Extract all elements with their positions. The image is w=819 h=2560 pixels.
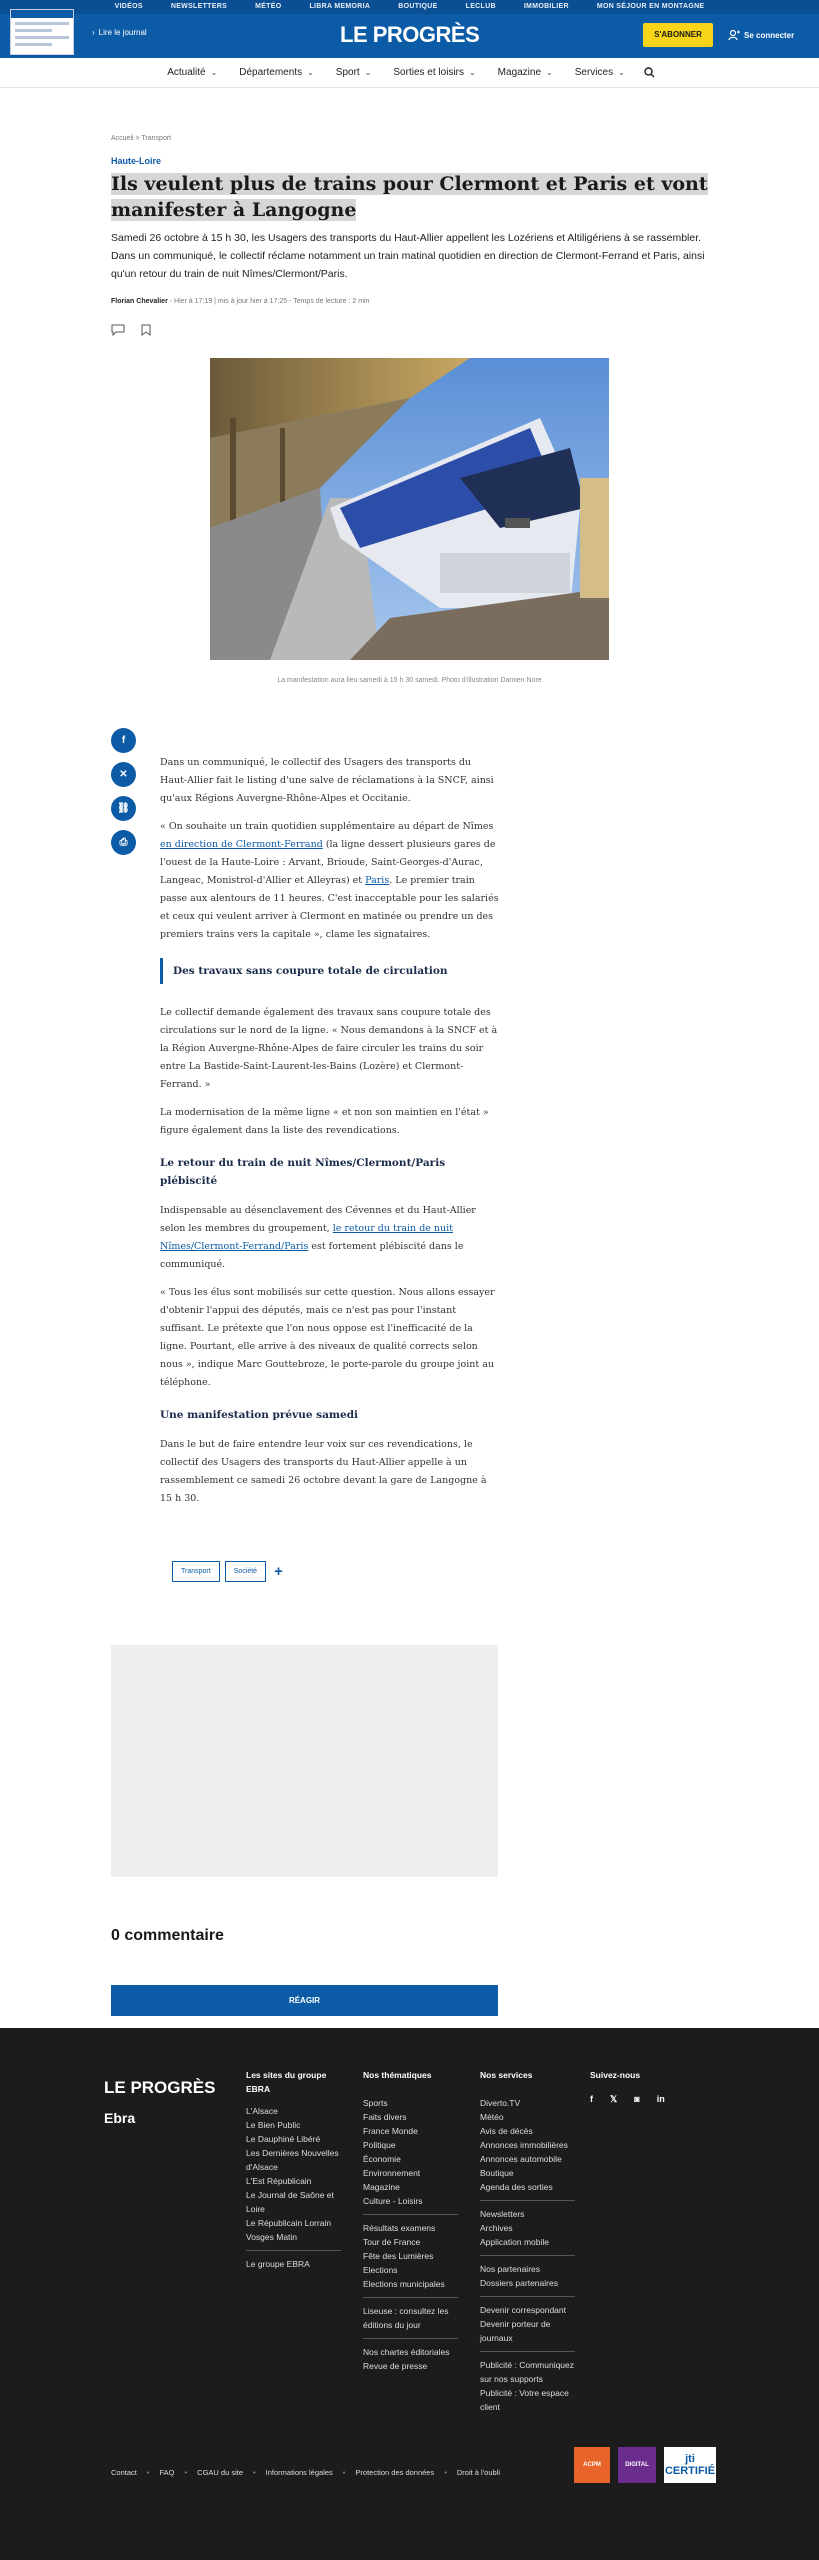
print-button[interactable] bbox=[111, 830, 136, 855]
footer-link[interactable]: Agenda des sorties bbox=[480, 2182, 553, 2192]
search-button[interactable] bbox=[636, 67, 663, 78]
chevron-down-icon: ⌄ bbox=[364, 68, 372, 77]
footer-logo[interactable]: LE PROGRÈS bbox=[104, 2078, 216, 2097]
footer-link[interactable]: Fête des Lumières bbox=[363, 2251, 434, 2261]
inline-link[interactable]: en direction de Clermont-Ferrand bbox=[160, 839, 323, 850]
footer-link-legal[interactable]: Informations légales bbox=[265, 2468, 333, 2477]
footer-link[interactable]: Annonces immobilières bbox=[480, 2140, 568, 2150]
footer-link[interactable]: Publicité : Communiquez sur nos supports bbox=[480, 2360, 575, 2384]
top-link-montagne[interactable]: MON SÉJOUR EN MONTAGNE bbox=[596, 3, 705, 10]
social-links bbox=[590, 2094, 665, 2105]
user-icon bbox=[728, 29, 740, 41]
chevron-down-icon: ⌄ bbox=[210, 68, 218, 77]
footer-link[interactable]: France Monde bbox=[363, 2126, 418, 2136]
footer-heading: Suivez-nous bbox=[590, 2070, 641, 2080]
tag-transport[interactable]: Transport bbox=[172, 1561, 220, 1582]
footer-link[interactable]: Diverto.TV bbox=[480, 2098, 521, 2108]
footer-link-cgau[interactable]: CGAU du site bbox=[197, 2468, 244, 2477]
inline-link[interactable]: Paris bbox=[365, 875, 390, 886]
article-photo[interactable] bbox=[210, 358, 609, 660]
nav-label: Départements bbox=[239, 67, 303, 78]
tag-societe[interactable]: Société bbox=[225, 1561, 266, 1582]
copy-link-button[interactable] bbox=[111, 796, 136, 821]
footer-link[interactable]: Nos partenaires bbox=[480, 2264, 541, 2274]
top-links-bar bbox=[0, 0, 819, 14]
journal-thumbnail[interactable] bbox=[10, 9, 74, 55]
nav-item-sport[interactable] bbox=[325, 67, 383, 78]
footer-link[interactable]: Boutique bbox=[480, 2168, 514, 2178]
footer-col-themes bbox=[363, 2068, 458, 2373]
main-nav bbox=[0, 58, 819, 88]
ebra-logo[interactable]: Ebra bbox=[104, 2110, 136, 2126]
nav-item-services[interactable] bbox=[564, 67, 636, 78]
photo-caption: La manifestation aura lieu samedi à 15 h 30 samedi. Photo d'illustration Damien Nore bbox=[277, 677, 542, 684]
footer-link[interactable]: Revue de presse bbox=[363, 2361, 428, 2371]
chevron-down-icon: ⌄ bbox=[546, 68, 553, 77]
article-byline bbox=[111, 298, 369, 305]
arrow-right-icon: › bbox=[92, 28, 95, 37]
instagram-icon[interactable]: ◙ bbox=[634, 2094, 640, 2104]
footer-link[interactable]: Sports bbox=[363, 2098, 388, 2108]
footer-link[interactable]: Dossiers partenaires bbox=[480, 2278, 558, 2288]
text: est fortement plébiscité dans le communiqué. bbox=[160, 1241, 464, 1270]
footer-col-follow bbox=[590, 2068, 640, 2090]
footer-link[interactable]: Magazine bbox=[363, 2182, 400, 2192]
footer-link[interactable]: Les Dernières Nouvelles d'Alsace bbox=[246, 2148, 339, 2172]
search-icon bbox=[644, 67, 655, 78]
footer-link[interactable]: Liseuse : consultez les éditions du jour bbox=[363, 2306, 449, 2330]
read-journal-label: Lire le journal bbox=[98, 28, 147, 37]
section-heading: Le retour du train de nuit Nîmes/Clermont/Paris plébiscité bbox=[160, 1157, 446, 1187]
footer-link[interactable]: Faits divers bbox=[363, 2112, 407, 2122]
footer-link[interactable]: Le Dauphiné Libéré bbox=[246, 2134, 321, 2144]
footer-link[interactable]: Le groupe EBRA bbox=[246, 2259, 310, 2269]
footer-link[interactable]: Vosges Matin bbox=[246, 2232, 298, 2242]
footer-link[interactable]: Avis de décès bbox=[480, 2126, 533, 2136]
top-link-leclub[interactable]: LECLUB bbox=[465, 3, 496, 10]
footer-link[interactable]: L'Est Républicain bbox=[246, 2176, 312, 2186]
login-label: Se connecter bbox=[744, 30, 795, 40]
footer-link[interactable]: Nos chartes éditoriales bbox=[363, 2347, 450, 2357]
top-header bbox=[0, 0, 819, 58]
certification-badges bbox=[574, 2447, 716, 2483]
comments-count: 0 commentaire bbox=[111, 1927, 224, 1944]
footer-link[interactable]: Devenir porteur de journaux bbox=[480, 2319, 551, 2343]
footer-link[interactable]: Publicité : Votre espace client bbox=[480, 2388, 569, 2412]
footer-link[interactable]: Devenir correspondant bbox=[480, 2305, 566, 2315]
top-link-immobilier[interactable]: IMMOBILIER bbox=[523, 3, 569, 10]
footer-link[interactable]: Économie bbox=[363, 2154, 401, 2164]
footer-link[interactable]: Le Républicain Lorrain bbox=[246, 2218, 332, 2228]
nav-label: Magazine bbox=[497, 67, 542, 78]
text: Indispensable au désenclavement des Cévennes et du Haut-Allier selon les membres du groupement, bbox=[160, 1205, 476, 1234]
footer bbox=[0, 2028, 819, 2560]
nav-item-sorties[interactable] bbox=[382, 67, 486, 78]
footer-link[interactable]: Tour de France bbox=[363, 2237, 421, 2247]
x-icon: ✕ bbox=[119, 769, 128, 780]
digital-badge: DIGITAL bbox=[618, 2447, 656, 2483]
footer-col-sites bbox=[246, 2068, 341, 2271]
top-link-libra[interactable]: LIBRA MEMORIA bbox=[309, 3, 371, 10]
subheading: Des travaux sans coupure totale de circulation bbox=[160, 958, 500, 984]
chevron-down-icon: ⌄ bbox=[468, 68, 476, 77]
author-name[interactable]: Florian Chevalier bbox=[111, 298, 168, 305]
footer-link-privacy[interactable]: Protection des données bbox=[355, 2468, 435, 2477]
footer-link-contact[interactable]: Contact bbox=[111, 2468, 137, 2477]
footer-link[interactable]: Politique bbox=[363, 2140, 396, 2150]
bookmark-icon[interactable] bbox=[141, 324, 151, 336]
paragraph: Le collectif demande également des travaux sans coupure totale des circulations sur le nord de la ligne. « Nous demandons à la SNCF et à la Région Auvergne-Rhône-Alpes de faire circuler les trains du soir entre La Bastide-Saint-Laurent-les-Bains (Lozère) et Clermont-Ferrand. » bbox=[160, 1007, 498, 1090]
linkedin-icon[interactable]: in bbox=[656, 2094, 665, 2104]
footer-link[interactable]: Le Journal de Saône et Loire bbox=[246, 2190, 334, 2214]
nav-label: Sport bbox=[335, 67, 360, 78]
footer-link[interactable]: Culture - Loisirs bbox=[363, 2196, 423, 2206]
footer-link-faq[interactable]: FAQ bbox=[159, 2468, 175, 2477]
nav-item-departements[interactable] bbox=[228, 67, 325, 78]
footer-link[interactable]: Application mobile bbox=[480, 2237, 549, 2247]
inline-link[interactable]: le retour du train de nuit Nîmes/Clermont-Ferrand/Paris bbox=[160, 1223, 454, 1252]
print-icon: ⎙ bbox=[119, 837, 128, 848]
react-button[interactable]: RÉAGIR bbox=[111, 1985, 498, 2016]
top-link-newsletters[interactable]: NEWSLETTERS bbox=[170, 3, 228, 10]
footer-heading: Les sites du groupe EBRA bbox=[246, 2070, 327, 2094]
paragraph bbox=[160, 818, 500, 944]
chevron-down-icon: ⌄ bbox=[307, 68, 314, 77]
paragraph: Dans le but de faire entendre leur voix sur ces revendications, le collectif des Usagers des transports du Haut-Allier appelle à un rassemblement ce samedi 26 octobre devant la gare de Langogne à 15 h 30. bbox=[160, 1439, 487, 1504]
article-rubric[interactable]: Haute-Loire bbox=[111, 156, 162, 166]
paragraph: « Tous les élus sont mobilisés sur cette question. Nous allons essayer d'obtenir l'appui des députés, mais ce n'est pas pour l'instant suffisant. Le prétexte que l'on nous oppose est l'inefficacité de la ligne. Pourtant, elle arrive à des niveaux de qualité corrects selon nous », indique Marc Gouttebroze, le porte-parole du groupe joint au téléphone. bbox=[160, 1287, 495, 1388]
breadcrumb[interactable]: Accueil > Transport bbox=[111, 135, 172, 142]
link-icon: ⛓ bbox=[117, 803, 130, 814]
read-journal-link[interactable] bbox=[92, 28, 147, 37]
footer-link[interactable]: Annonces automobile bbox=[480, 2154, 562, 2164]
ad-placeholder bbox=[111, 1645, 498, 1877]
text: (la ligne dessert plusieurs gares de l'ouest de la Haute-Loire : Arvant, Brioude, Saint-Georges-d'Aurac, Langeac, Monistrol-d'Allier et Alleyras) et bbox=[160, 839, 496, 886]
facebook-icon: f bbox=[121, 735, 126, 746]
nav-item-magazine[interactable] bbox=[487, 67, 564, 78]
footer-link[interactable]: Le Bien Public bbox=[246, 2120, 301, 2130]
footer-link-forget[interactable]: Droit à l'oubli bbox=[456, 2468, 500, 2477]
footer-heading: Nos services bbox=[480, 2070, 533, 2080]
share-bar bbox=[111, 728, 136, 855]
article-title-text: Ils veulent plus de trains pour Clermont et Paris et vont manifester à Langogne bbox=[111, 173, 708, 221]
nav-label: Sorties et loisirs bbox=[393, 67, 464, 78]
footer-link[interactable]: Météo bbox=[480, 2112, 504, 2122]
train-photo-illustration bbox=[210, 358, 609, 660]
nav-item-actualite[interactable] bbox=[156, 67, 228, 78]
footer-link[interactable]: Résultats examens bbox=[363, 2223, 436, 2233]
article-lead: Samedi 26 octobre à 15 h 30, les Usagers des transports du Haut-Allier appellent les Lozériens et Altiligériens à se rassembler. Dans un communiqué, le collectif réclame notamment un train matinal quotidien en direction de Clermont-Ferrand et Paris, ainsi qu'un retour du train de nuit Nîmes/Clermont/Paris. bbox=[111, 232, 705, 280]
article-title bbox=[111, 171, 711, 223]
article-actions bbox=[111, 324, 151, 336]
top-link-meteo[interactable]: MÉTÉO bbox=[255, 3, 282, 10]
acpm-badge: ACPM bbox=[574, 2447, 610, 2483]
footer-link[interactable]: Elections bbox=[363, 2265, 398, 2275]
chevron-down-icon: ⌄ bbox=[618, 68, 625, 77]
nav-label: Actualité bbox=[167, 67, 206, 78]
footer-link[interactable]: Newsletters bbox=[480, 2209, 525, 2219]
subscribe-button[interactable]: S'ABONNER bbox=[643, 23, 713, 47]
facebook-share-button[interactable] bbox=[111, 728, 136, 753]
paragraph bbox=[160, 1202, 500, 1274]
top-link-videos[interactable]: VIDÉOS bbox=[114, 3, 143, 10]
x-icon[interactable]: 𝕏 bbox=[610, 2094, 618, 2104]
footer-link[interactable]: Elections municipales bbox=[363, 2279, 445, 2289]
plus-icon[interactable]: + bbox=[274, 1563, 283, 1580]
footer-link[interactable]: L'Alsace bbox=[246, 2106, 278, 2116]
section-heading: Une manifestation prévue samedi bbox=[160, 1409, 359, 1421]
footer-link[interactable]: Environnement bbox=[363, 2168, 421, 2178]
top-link-boutique[interactable]: BOUTIQUE bbox=[398, 3, 438, 10]
facebook-icon[interactable]: f bbox=[590, 2094, 593, 2104]
text: . Le premier train passe aux alentours de 11 heures. C'est inacceptable pour les salariés et ceux qui veulent arriver à Clermont en matinée ou prendre un des premiers trains vers la capitale », clame les signataires. bbox=[160, 875, 499, 940]
footer-col-services bbox=[480, 2068, 585, 2414]
paragraph: La modernisation de la même ligne « et non son maintien en l'état » figure également dans la liste des revendications. bbox=[160, 1107, 489, 1136]
site-logo[interactable]: LE PROGRÈS bbox=[340, 22, 480, 47]
footer-heading: Nos thématiques bbox=[363, 2070, 432, 2080]
nav-label: Services bbox=[574, 67, 614, 78]
x-share-button[interactable] bbox=[111, 762, 136, 787]
article-body bbox=[160, 754, 500, 1518]
tag-list bbox=[172, 1561, 283, 1582]
jti-badge: jti CERTIFIÉ bbox=[664, 2447, 716, 2483]
byline-meta: - Hier à 17:19 | mis à jour hier à 17:25 - Temps de lecture : 2 min bbox=[167, 298, 370, 305]
footer-legal-links: Contact • FAQ • CGAU du site • Informations légales • Protection des données • Droit à l'oubli bbox=[111, 2468, 500, 2477]
comment-icon[interactable] bbox=[111, 324, 125, 336]
footer-link[interactable]: Archives bbox=[480, 2223, 513, 2233]
login-button[interactable] bbox=[728, 29, 794, 41]
paragraph: Dans un communiqué, le collectif des Usagers des transports du Haut-Allier fait le listing d'une salve de réclamations à la SNCF, ainsi qu'aux Régions Auvergne-Rhône-Alpes et Occitanie. bbox=[160, 757, 494, 804]
text: « On souhaite un train quotidien supplémentaire au départ de Nîmes bbox=[160, 821, 494, 832]
